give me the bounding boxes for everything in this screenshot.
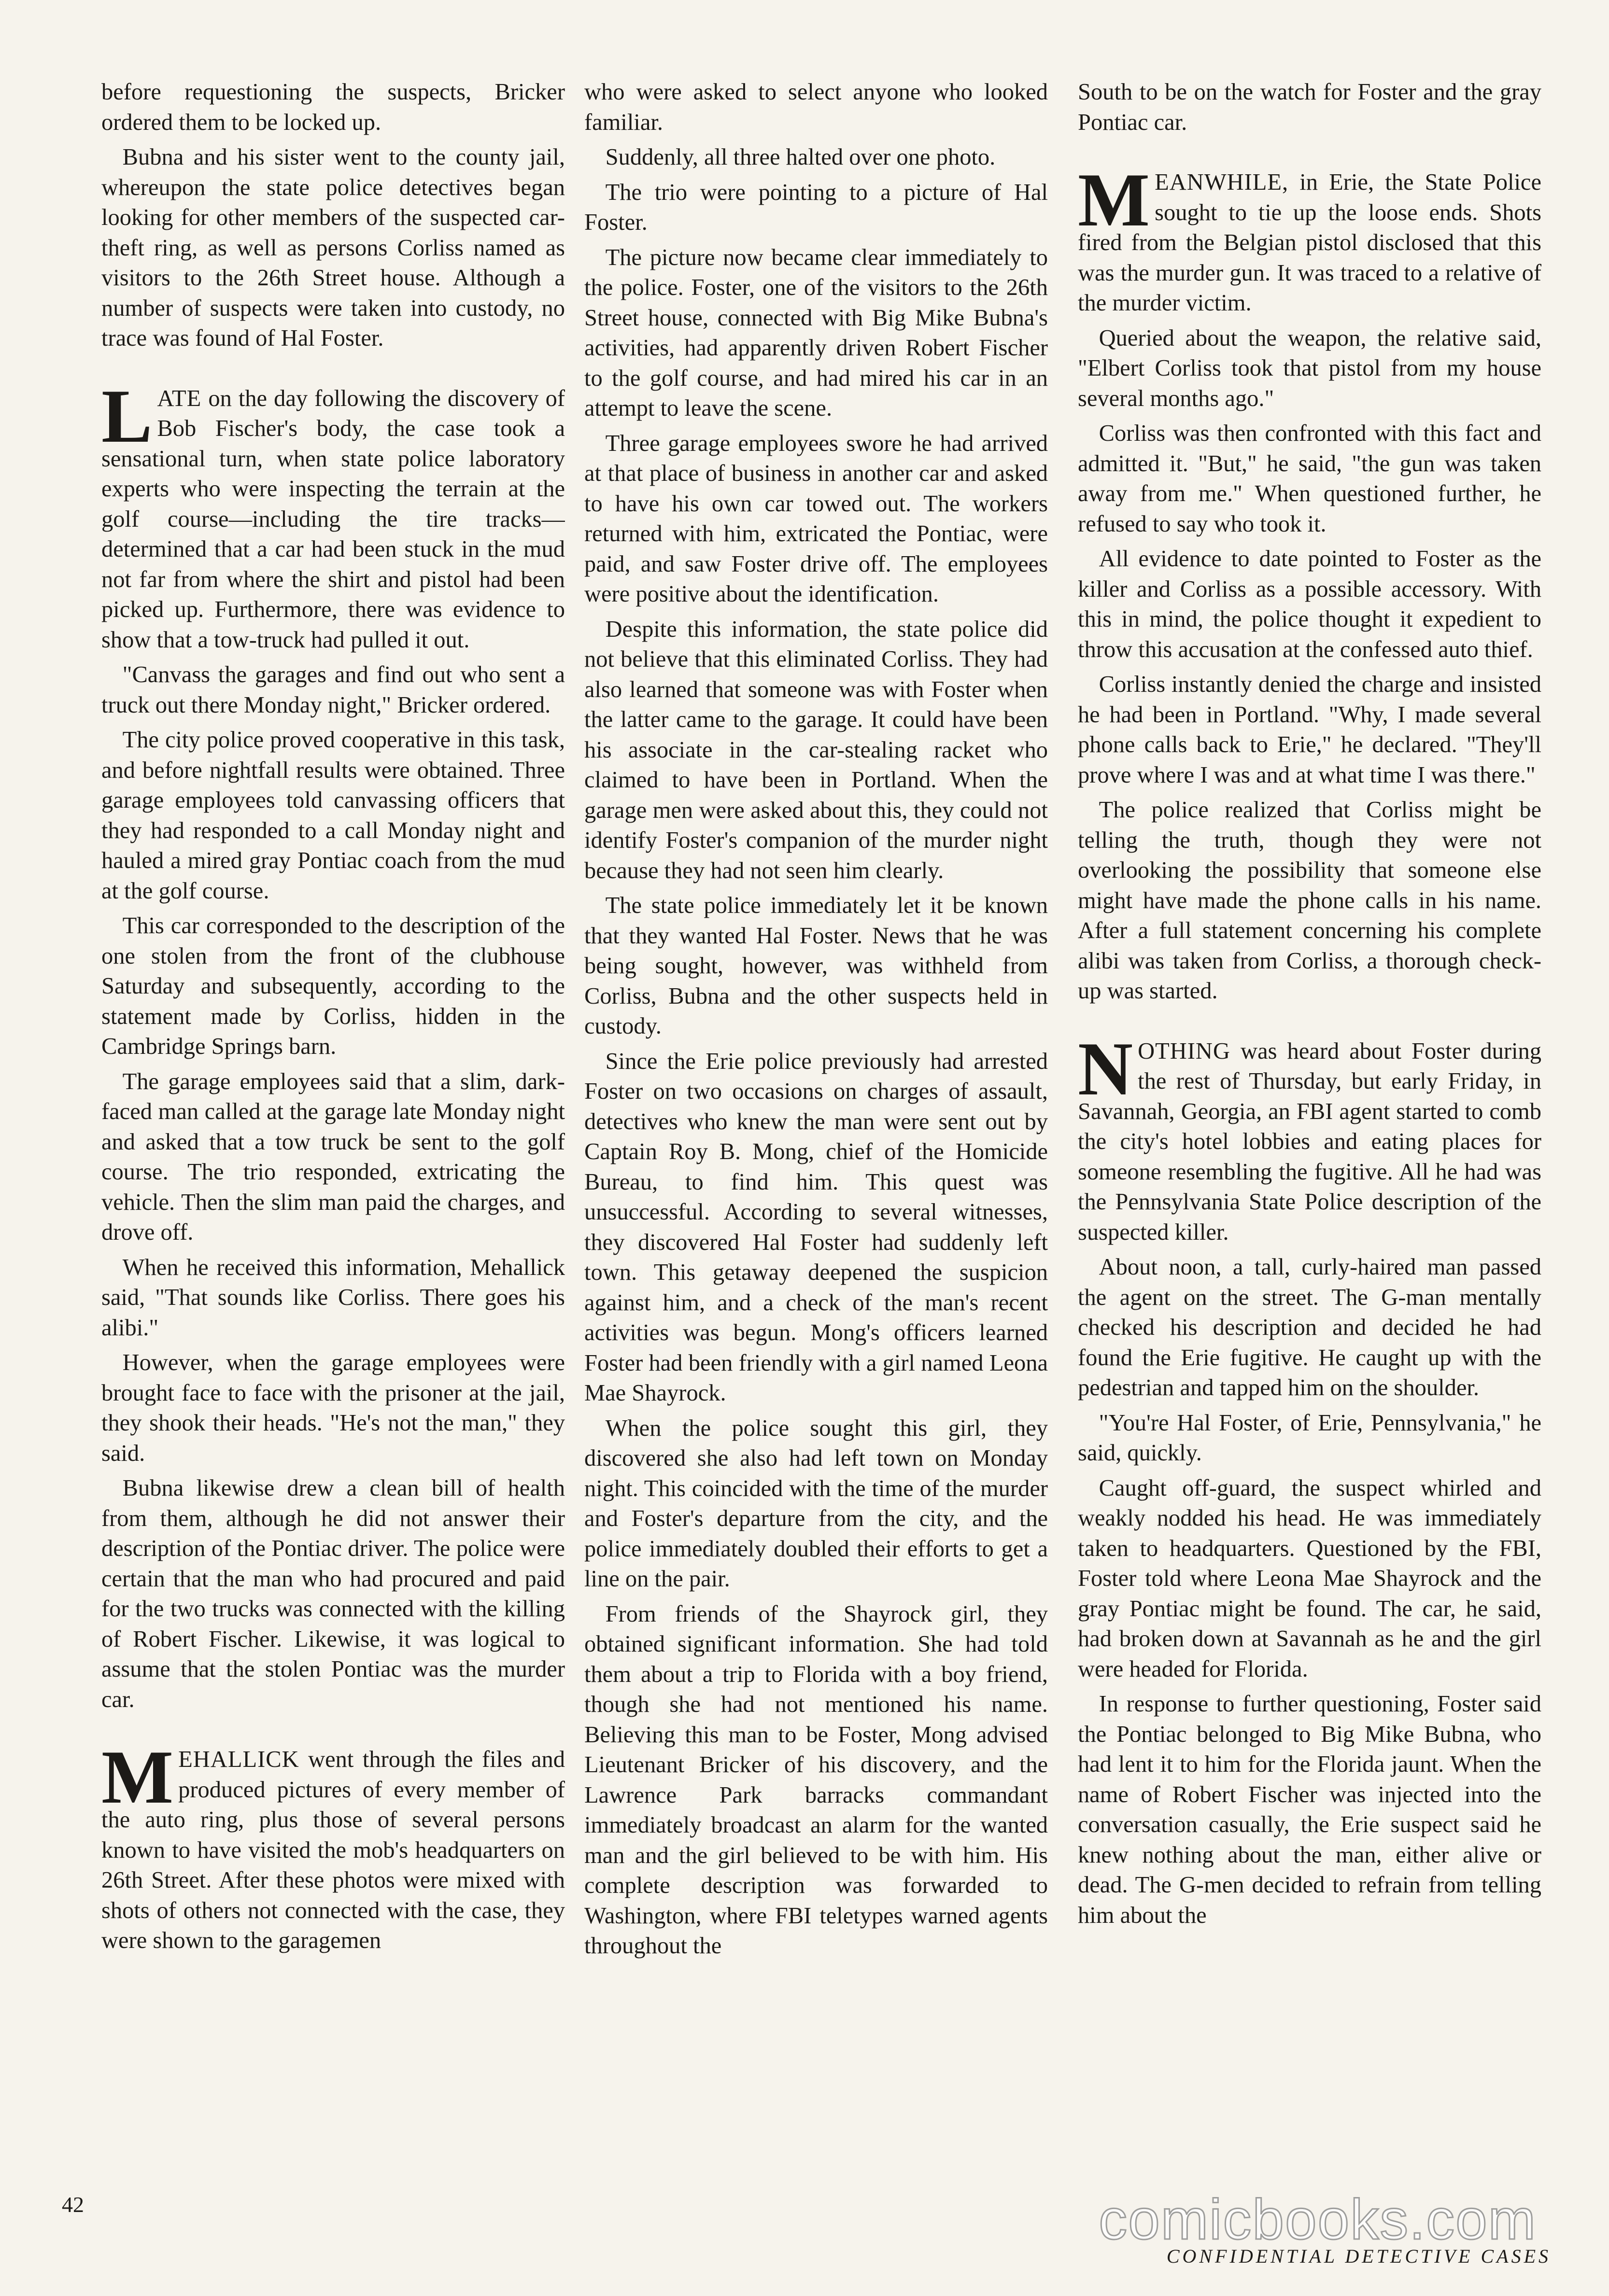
paragraph: When the police sought this girl, they discovered she also had left town on Monday night. This coincided with the time of the murder and Foster's departure from the city, and the police immediately doubled their efforts to get a line on the pair. xyxy=(584,1415,1048,1592)
paragraph: Three garage employees swore he had arrived at that place of business in another car and asked to have his own car towed out. The workers returned with him, extricated the Pontiac, were paid, and saw Foster drive off. The employees were positive about the identification. xyxy=(584,430,1048,607)
paragraph: Caught off-guard, the suspect whirled and weakly nodded his head. He was immediately taken to headquarters. Questioned by the FBI, Foster told where Leona Mae Shayrock and the gray Pontiac might be found. The car, he said, had broken down at Savannah as he and the girl were headed for Florida. xyxy=(1078,1475,1541,1682)
paragraph: who were asked to select anyone who looked familiar. xyxy=(584,79,1048,135)
paragraph: When he received this information, Mehallick said, "That sounds like Corliss. There goes his alibi." xyxy=(101,1254,565,1341)
text-column-2 xyxy=(584,77,1048,2211)
drop-cap: M xyxy=(1078,158,1150,242)
paragraph: before requestioning the suspects, Bricker ordered them to be locked up. xyxy=(101,79,565,135)
paragraph: Despite this information, the state police did not believe that this eliminated Corliss. They had also learned that someone was with Foster when the latter came to the garage. It could have been his associate in the car-stealing racket who claimed to have been in Portland. When the garage men were asked about this, they could not identify Foster's companion of the murder night because they had not seen him clearly. xyxy=(584,616,1048,883)
paragraph: Since the Erie police previously had arrested Foster on two occasions on charges of assault, detectives who knew the man were sent out by Captain Roy B. Mong, chief of the Homicide Bureau, to find him. This quest was unsuccessful. According to several witnesses, they discovered Hal Foster had suddenly left town. This getaway deepened the suspicion against him, and a check of the man's recent activities was begun. Mong's officers learned Foster had been friendly with a girl named Leona Mae Shayrock. xyxy=(584,1048,1048,1406)
paragraph: Bubna likewise drew a clean bill of health from them, although he did not answer their description of the Pontiac driver. The police were certain that the man who had procured and paid for the two trucks was connected with the killing of Robert Fischer. Likewise, it was logical to assume that the stolen Pontiac was the murder car. xyxy=(101,1475,565,1712)
paragraph: Corliss instantly denied the charge and insisted he had been in Portland. "Why, I made several phone calls back to Erie," he declared. "They'll prove where I was and at what time I was there." xyxy=(1078,672,1541,788)
lead-word: EHALLICK xyxy=(178,1747,299,1772)
paragraph: This car corresponded to the description of the one stolen from the front of the clubhouse Saturday and subsequently, according to the statement made by Corliss, hidden in the Cambridge Springs barn. xyxy=(101,913,565,1059)
paragraph: The city police proved cooperative in this task, and before nightfall results were obtained. Three garage employees told canvassing officers that they had responded to a call Monday night and hauled a mired gray Pontiac coach from the mud at the golf course. xyxy=(101,727,565,904)
paragraph: From friends of the Shayrock girl, they obtained significant information. She had told them about a trip to Florida with a boy friend, though she had not mentioned his name. Believing this man to be Foster, Mong advised Lieutenant Bricker of his discovery, and the Lawrence Park barracks commandant immediately broadcast an alarm for the wanted man and the girl believed to be with him. His complete description was forwarded to Washington, where FBI teletypes warned agents throughout the xyxy=(584,1601,1048,1959)
paragraph: About noon, a tall, curly-haired man passed the agent on the street. The G-man mentally checked his description and decided he had found the Erie fugitive. He caught up with the pedestrian and tapped him on the shoulder. xyxy=(1078,1254,1541,1400)
paragraph-text: was heard about Foster during the rest of Thursday, but early Friday, in Savannah, Georgia, an FBI agent started to comb the city's hotel lobbies and eating places for someone resembling the fugitive. All he had was the Pennsylvania State Police description of the suspected killer. xyxy=(1078,1038,1541,1245)
lead-word: OTHING xyxy=(1138,1038,1230,1064)
paragraph: Queried about the weapon, the relative said, "Elbert Corliss took that pistol from my house several months ago." xyxy=(1078,325,1541,411)
paragraph: The garage employees said that a slim, dark-faced man called at the garage late Monday night and asked that a tow truck be sent to the golf course. The trio responded, extricating the vehicle. Then the slim man paid the charges, and drove off. xyxy=(101,1068,565,1245)
paragraph: The trio were pointing to a picture of Hal Foster. xyxy=(584,179,1048,235)
paragraph: The state police immediately let it be known that they wanted Hal Foster. News that he was being sought, however, was withheld from Corliss, Bubna and the other suspects held in custody. xyxy=(584,893,1048,1039)
magazine-title: CONFIDENTIAL DETECTIVE CASES xyxy=(1166,2245,1551,2267)
paragraph: In response to further questioning, Foster said the Pontiac belonged to Big Mike Bubna, who had lent it to him for the Florida jaunt. When the name of Robert Fischer was injected into the conversation casually, the Erie suspect said he knew nothing about the man, either alive or dead. The G-men decided to refrain from telling him about the xyxy=(1078,1691,1541,1928)
paragraph: Corliss was then confronted with this fact and admitted it. "But," he said, "the gun was taken away from me." When questioned further, he refused to say who took it. xyxy=(1078,420,1541,537)
drop-cap: M xyxy=(101,1735,174,1820)
text-column-1 xyxy=(101,77,565,2211)
section-lead-paragraph xyxy=(101,1735,565,1956)
watermark: comicbooks.com xyxy=(1099,2188,1537,2252)
section-lead-paragraph xyxy=(1078,1026,1541,1248)
paragraph: All evidence to date pointed to Foster as the killer and Corliss as a possible accessory. With this in mind, the police thought it expedient to throw this accusation at the confessed auto thief. xyxy=(1078,546,1541,662)
paragraph-text: in Erie, the State Police sought to tie up the loose ends. Shots fired from the Belgian pistol disclosed that this was the murder gun. It was traced to a relative of the murder victim. xyxy=(1078,169,1541,316)
paragraph: The picture now became clear immediately to the police. Foster, one of the visitors to the 26th Street house, connected with Big Mike Bubna's activities, had apparently driven Robert Fischer to the golf course, and had mired his car in an attempt to leave the scene. xyxy=(584,244,1048,421)
page-number: 42 xyxy=(62,2192,84,2217)
paragraph: Suddenly, all three halted over one photo. xyxy=(605,144,996,170)
paragraph: South to be on the watch for Foster and the gray Pontiac car. xyxy=(1078,79,1541,135)
lead-word: EANWHILE, xyxy=(1155,169,1289,195)
paragraph: "You're Hal Foster, of Erie, Pennsylvania," he said, quickly. xyxy=(1078,1410,1541,1466)
paragraph: However, when the garage employees were brought face to face with the prisoner at the jail, they shook their heads. "He's not the man," they said. xyxy=(101,1350,565,1466)
paragraph: Bubna and his sister went to the county jail, whereupon the state police detectives began looking for other members of the suspected car-theft ring, as well as persons Corliss named as visitors to the 26th Street house. Although a number of suspects were taken into custody, no trace was found of Hal Foster. xyxy=(101,144,565,351)
paragraph-text: on the day following the discovery of Bob Fischer's body, the case took a sensational turn, when state police laboratory experts who were inspecting the terrain at the golf course—including the tire tracks—determined that a car had been stuck in the mud not far from where the shirt and pistol had been picked up. Furthermore, there was evidence to show that a tow-truck had pulled it out. xyxy=(101,385,565,653)
section-lead-paragraph xyxy=(101,374,565,656)
paragraph-text: went through the files and produced pictures of every member of the auto ring, plus those of several persons known to have visited the mob's headquarters on 26th Street. After these photos were mixed with shots of others not connected with the case, they were shown to the garagemen xyxy=(101,1747,565,1953)
section-lead-paragraph xyxy=(1078,158,1541,319)
paragraph: The police realized that Corliss might be telling the truth, though they were not overlooking the possibility that someone else might have made the phone calls in his name. After a full statement concerning his complete alibi was taken from Corliss, a thorough check-up was started. xyxy=(1078,797,1541,1004)
text-column-3 xyxy=(1078,77,1541,2211)
lead-word: ATE xyxy=(157,385,202,411)
drop-cap: L xyxy=(101,374,153,459)
drop-cap: N xyxy=(1078,1026,1133,1111)
paragraph: "Canvass the garages and find out who sent a truck out there Monday night," Bricker ordered. xyxy=(101,662,565,718)
